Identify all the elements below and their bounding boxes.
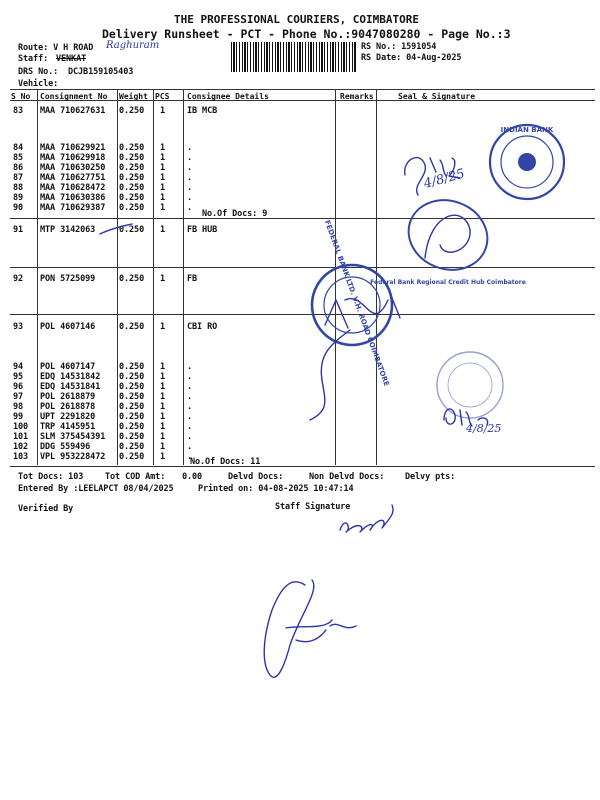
row-pcs: 1 bbox=[160, 432, 166, 442]
row-consignment: UPT 2291820 bbox=[40, 412, 96, 422]
col-remarks: Remarks bbox=[340, 92, 374, 101]
row-consignee: . bbox=[187, 362, 193, 372]
group-note: No.Of Docs: 9 bbox=[202, 209, 268, 219]
row-consignment: POL 2618878 bbox=[40, 402, 96, 412]
row-pcs: 1 bbox=[160, 392, 166, 402]
staff-name: VENKAT bbox=[56, 54, 87, 64]
row-weight: 0.250 bbox=[119, 183, 145, 193]
row-pcs: 1 bbox=[160, 452, 166, 462]
col-weight: Weight bbox=[119, 92, 148, 101]
row-weight: 0.250 bbox=[119, 412, 145, 422]
row-pcs: 1 bbox=[160, 153, 166, 163]
handwritten-date-2: 4/8/25 bbox=[466, 422, 502, 435]
staff-signature-label: Staff Signature bbox=[275, 502, 351, 512]
row-sno: 83 bbox=[13, 106, 24, 116]
row-weight: 0.250 bbox=[119, 203, 145, 213]
row-sno: 90 bbox=[13, 203, 24, 213]
verified-by: Verified By bbox=[18, 504, 74, 514]
row-consignee: . bbox=[187, 153, 193, 163]
faint-stamp bbox=[437, 352, 503, 418]
row-weight: 0.250 bbox=[119, 362, 145, 372]
row-consignment: MAA 710630386 bbox=[40, 193, 106, 203]
indian-bank-stamp-text: INDIAN BANK bbox=[500, 126, 554, 134]
row-sno: 101 bbox=[13, 432, 29, 442]
col-consignment: Consignment No bbox=[40, 92, 108, 101]
row-weight: 0.250 bbox=[119, 173, 145, 183]
handwritten-date: 4/8/25 bbox=[422, 166, 467, 192]
row-pcs: 1 bbox=[160, 322, 166, 332]
drs-label: DRS No.: bbox=[18, 67, 59, 77]
row-consignment: MAA 710630250 bbox=[40, 163, 106, 173]
row-pcs: 1 bbox=[160, 225, 166, 235]
row-consignee: . bbox=[187, 193, 193, 203]
row-pcs: 1 bbox=[160, 402, 166, 412]
route-label: Route: V H ROAD bbox=[18, 43, 94, 53]
row-sno: 89 bbox=[13, 193, 24, 203]
row-sno: 86 bbox=[13, 163, 24, 173]
row-pcs: 1 bbox=[160, 106, 166, 116]
row-consignment: PON 5725099 bbox=[40, 274, 96, 284]
row-consignment: EDQ 14531842 bbox=[40, 372, 101, 382]
col-pcs: PCS bbox=[155, 92, 170, 101]
tot-cod-label: Tot COD Amt: bbox=[105, 472, 166, 482]
row-consignment: MAA 710627751 bbox=[40, 173, 106, 183]
row-sno: 85 bbox=[13, 153, 24, 163]
row-sno: 98 bbox=[13, 402, 24, 412]
row-pcs: 1 bbox=[160, 143, 166, 153]
regional-stamp-text: Federal Bank Regional Credit Hub Coimbatore bbox=[370, 279, 526, 286]
tot-docs: Tot Docs: 103 bbox=[18, 472, 84, 482]
row-consignment: VPL 953228472 bbox=[40, 452, 106, 462]
staff-signature bbox=[340, 505, 393, 532]
row-consignment: EDQ 14531841 bbox=[40, 382, 101, 392]
drs-number: DCJB159105403 bbox=[68, 67, 134, 77]
row-weight: 0.250 bbox=[119, 432, 145, 442]
row-weight: 0.250 bbox=[119, 193, 145, 203]
handwritten-staff-name: Raghuram bbox=[106, 40, 160, 51]
row-weight: 0.250 bbox=[119, 163, 145, 173]
row-sno: 84 bbox=[13, 143, 24, 153]
col-consignee: Consignee Details bbox=[187, 92, 269, 101]
tot-cod-value: 0.00 bbox=[182, 472, 203, 482]
row-consignment: POL 4607147 bbox=[40, 362, 96, 372]
row-pcs: 1 bbox=[160, 442, 166, 452]
row-weight: 0.250 bbox=[119, 372, 145, 382]
row-consignment: SLM 375454391 bbox=[40, 432, 106, 442]
row-sno: 103 bbox=[13, 452, 29, 462]
row-pcs: 1 bbox=[160, 173, 166, 183]
large-signature bbox=[264, 580, 356, 677]
row-consignee: . bbox=[187, 173, 193, 183]
row-weight: 0.250 bbox=[119, 106, 145, 116]
row-weight: 0.250 bbox=[119, 322, 145, 332]
federal-bank-regional-stamp bbox=[370, 189, 526, 286]
runsheet-subtitle: Delivery Runsheet - PCT - Phone No.:9047080280 - Page No.:3 bbox=[102, 27, 511, 41]
indian-bank-stamp bbox=[490, 125, 564, 199]
row-consignment: MAA 710628472 bbox=[40, 183, 106, 193]
row-weight: 0.250 bbox=[119, 402, 145, 412]
federal-stamp-text: FEDERAL BANK LTD. V.H. ROAD COIMBATORE bbox=[322, 219, 391, 388]
row-pcs: 1 bbox=[160, 412, 166, 422]
row-pcs: 1 bbox=[160, 372, 166, 382]
row-sno: 100 bbox=[13, 422, 29, 432]
row-consignee: . bbox=[187, 372, 193, 382]
row-sno: 87 bbox=[13, 173, 24, 183]
row-weight: 0.250 bbox=[119, 153, 145, 163]
row-pcs: 1 bbox=[160, 193, 166, 203]
row-consignee: . bbox=[187, 432, 193, 442]
row-sno: 96 bbox=[13, 382, 24, 392]
row-consignee: FB bbox=[187, 274, 198, 284]
row-consignment: POL 2618879 bbox=[40, 392, 96, 402]
row-consignment: POL 4607146 bbox=[40, 322, 96, 332]
row-weight: 0.250 bbox=[119, 143, 145, 153]
row-consignment: MAA 710627631 bbox=[40, 106, 106, 116]
row-consignee: CBI RO bbox=[187, 322, 218, 332]
row-sno: 88 bbox=[13, 183, 24, 193]
vehicle-label: Vehicle: bbox=[18, 79, 59, 89]
row-consignee: . bbox=[187, 183, 193, 193]
row-consignment: MAA 710629918 bbox=[40, 153, 106, 163]
row-weight: 0.250 bbox=[119, 274, 145, 284]
row-pcs: 1 bbox=[160, 362, 166, 372]
row-pcs: 1 bbox=[160, 422, 166, 432]
row-consignee: . bbox=[187, 452, 193, 462]
company-title: THE PROFESSIONAL COURIERS, COIMBATORE bbox=[174, 13, 420, 26]
row-consignee: . bbox=[187, 382, 193, 392]
row-consignee: . bbox=[187, 163, 193, 173]
rs-date: RS Date: 04-Aug-2025 bbox=[361, 53, 462, 63]
row-consignee: . bbox=[187, 203, 193, 213]
row-consignee: . bbox=[187, 143, 193, 153]
col-seal-signature: Seal & Signature bbox=[398, 92, 476, 101]
row-sno: 95 bbox=[13, 372, 24, 382]
row-consignment: MAA 710629921 bbox=[40, 143, 106, 153]
row-consignee: IB MCB bbox=[187, 106, 218, 116]
row-pcs: 1 bbox=[160, 274, 166, 284]
col-sno: S No bbox=[11, 92, 31, 101]
row-sno: 94 bbox=[13, 362, 24, 372]
row-pcs: 1 bbox=[160, 163, 166, 173]
row-consignee: . bbox=[187, 412, 193, 422]
row-consignment: MTP 3142063 bbox=[40, 225, 96, 235]
row-pcs: 1 bbox=[160, 203, 166, 213]
staff-label: Staff: bbox=[18, 54, 49, 64]
row-consignee: . bbox=[187, 392, 193, 402]
row-weight: 0.250 bbox=[119, 382, 145, 392]
row-sno: 93 bbox=[13, 322, 24, 332]
row-pcs: 1 bbox=[160, 183, 166, 193]
federal-bank-vh-road-stamp bbox=[312, 219, 400, 387]
row-consignee: . bbox=[187, 422, 193, 432]
delvy-pts: Delvy pts: bbox=[405, 472, 456, 482]
row-weight: 0.250 bbox=[119, 442, 145, 452]
row-consignment: TRP 4145951 bbox=[40, 422, 96, 432]
row-consignee: . bbox=[187, 402, 193, 412]
non-delvd-docs: Non Delvd Docs: bbox=[309, 472, 385, 482]
row-consignee: FB HUB bbox=[187, 225, 218, 235]
row-pcs: 1 bbox=[160, 382, 166, 392]
tick-mark bbox=[100, 224, 132, 234]
row-sno: 97 bbox=[13, 392, 24, 402]
row-weight: 0.250 bbox=[119, 452, 145, 462]
group-note: No.Of Docs: 11 bbox=[190, 457, 261, 467]
row-weight: 0.250 bbox=[119, 422, 145, 432]
delvd-docs: Delvd Docs: bbox=[228, 472, 284, 482]
row-sno: 99 bbox=[13, 412, 24, 422]
entered-by: Entered By :LEELAPCT 08/04/2025 bbox=[18, 484, 174, 494]
row-weight: 0.250 bbox=[119, 225, 145, 235]
printed-on: Printed on: 04-08-2025 10:47:14 bbox=[198, 484, 354, 494]
row-consignment: MAA 710629387 bbox=[40, 203, 106, 213]
row-weight: 0.250 bbox=[119, 392, 145, 402]
row-consignment: DDG 559496 bbox=[40, 442, 91, 452]
row-consignee: . bbox=[187, 442, 193, 452]
row-sno: 92 bbox=[13, 274, 24, 284]
row-sno: 91 bbox=[13, 225, 24, 235]
row-sno: 102 bbox=[13, 442, 29, 452]
rs-number: RS No.: 1591054 bbox=[361, 42, 437, 52]
